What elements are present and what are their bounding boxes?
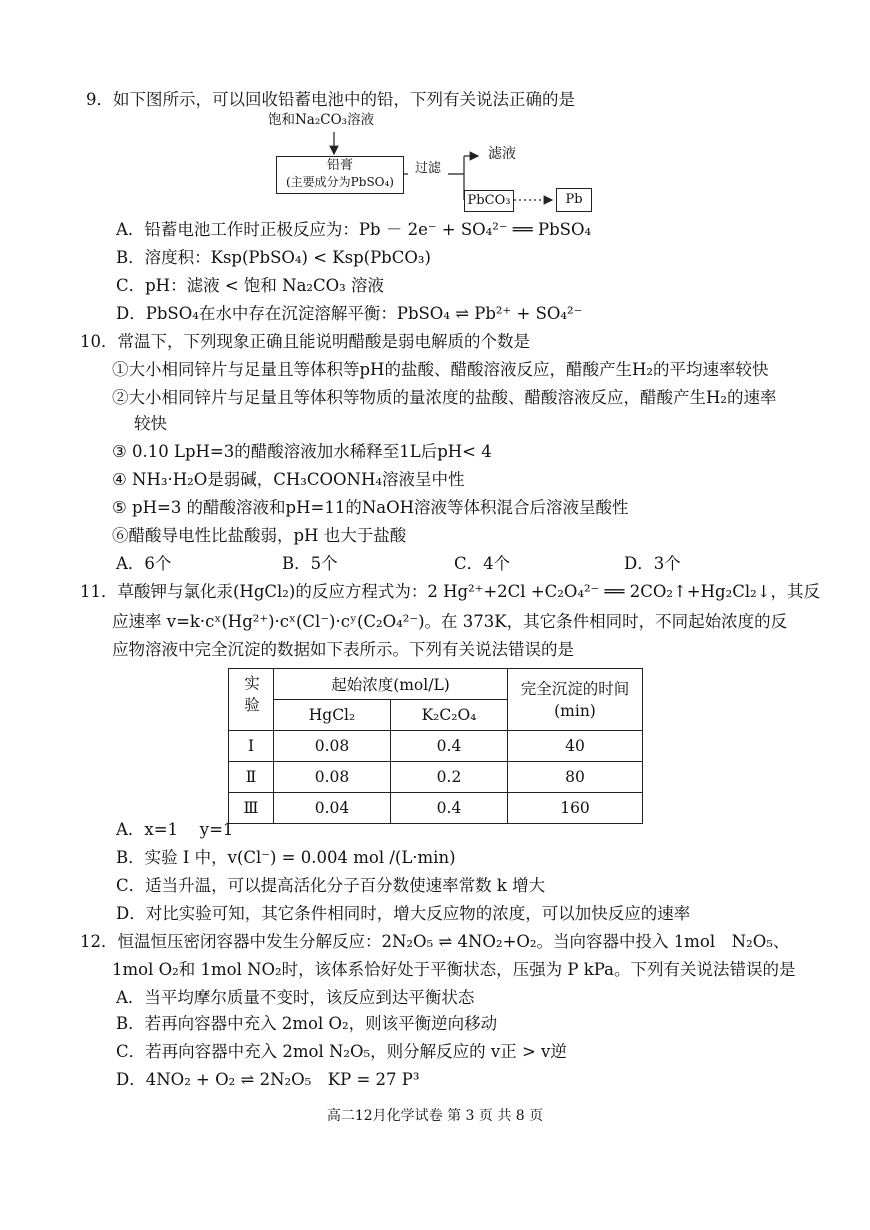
table-row <box>229 793 643 824</box>
q11-option-a: A．x=1 y=1 <box>116 820 234 839</box>
lead-paste-box <box>276 156 404 194</box>
q10-item-6: ⑥醋酸导电性比盐酸弱，pH 也大于盐酸 <box>112 526 407 545</box>
table-header-hgcl2: HgCl₂ <box>274 700 391 731</box>
table-cell: Ⅱ <box>229 762 274 793</box>
q11-option-c: C．适当升温，可以提高活化分子百分数使速率常数 k 增大 <box>116 876 546 895</box>
table-cell: 40 <box>508 731 643 762</box>
q11-option-b: B．实验 Ⅰ 中，v(Cl⁻) = 0.004 mol /(L·min) <box>116 848 456 867</box>
table-cell: 0.4 <box>391 731 508 762</box>
q10-choice-d: D．3个 <box>624 554 681 573</box>
q10-item-2: ②大小相同锌片与足量且等体积等物质的量浓度的盐酸、醋酸溶液反应，醋酸产生H₂的速率 <box>112 388 777 407</box>
q12-stem-line1: 12．恒温恒压密闭容器中发生分解反应：2N₂O₅ ⇌ 4NO₂+O₂。当向容器中投入 1mol N₂O₅、 <box>80 932 790 951</box>
time-header-line2: (min) <box>554 701 596 720</box>
table-header-experiment <box>229 669 274 731</box>
q11-stem-line2: 应速率 v=k·cˣ(Hg²⁺)·cˣ(Cl⁻)·cʸ(C₂O₄²⁻)。在 373K，其它条件相同时，不同起始浓度的反 <box>112 612 788 631</box>
q12-option-c: C．若再向容器中充入 2mol N₂O₅，则分解反应的 v正 > v逆 <box>116 1042 567 1061</box>
q12-option-a: A．当平均摩尔质量不变时，该反应到达平衡状态 <box>116 988 475 1007</box>
table-header-concentration: 起始浓度(mol/L) <box>274 669 508 700</box>
q10-choice-c: C．4个 <box>454 554 511 573</box>
q10-choice-a: A．6个 <box>116 554 172 573</box>
page-footer: 高二12月化学试卷 第 3 页 共 8 页 <box>326 1108 544 1124</box>
table-header-time <box>508 669 643 731</box>
table-row <box>229 731 643 762</box>
q10-item-2-cont: 较快 <box>134 414 167 433</box>
q9-option-c: C．pH：滤液 < 饱和 Na₂CO₃ 溶液 <box>116 276 385 295</box>
q10-item-4: ④ NH₃·H₂O是弱碱，CH₃COONH₄溶液呈中性 <box>112 470 465 489</box>
table-cell: 160 <box>508 793 643 824</box>
q12-stem-line2: 1mol O₂和 1mol NO₂时，该体系恰好处于平衡状态，压强为 P kPa。下列有关说法错误的是 <box>112 960 796 979</box>
q9-stem: 9．如下图所示，可以回收铅蓄电池中的铅，下列有关说法正确的是 <box>86 90 575 109</box>
lead-paste-composition: (主要成分为PbSO₄) <box>286 175 394 189</box>
q10-stem: 10．常温下，下列现象正确且能说明醋酸是弱电解质的个数是 <box>80 332 530 351</box>
pbco3-box: PbCO₃ <box>464 190 514 212</box>
q11-data-table <box>228 668 643 824</box>
lead-paste-title: 铅膏 <box>326 158 353 173</box>
reagent-label: 饱和Na₂CO₃溶液 <box>268 112 408 129</box>
q11-stem-line3: 应物溶液中完全沉淀的数据如下表所示。下列有关说法错误的是 <box>112 640 574 659</box>
q9-option-a: A．铅蓄电池工作时正极反应为：Pb － 2e⁻ + SO₄²⁻ ══ PbSO₄ <box>116 220 592 239</box>
q10-item-1: ①大小相同锌片与足量且等体积等pH的盐酸、醋酸溶液反应，醋酸产生H₂的平均速率较快 <box>112 360 769 379</box>
table-cell: Ⅲ <box>229 793 274 824</box>
experiment-header-text: 实验 <box>242 675 260 718</box>
table-cell: 0.4 <box>391 793 508 824</box>
q12-option-d: D．4NO₂ + O₂ ⇌ 2N₂O₅ KP = 27 P³ <box>116 1070 420 1089</box>
time-header-line1: 完全沉淀的时间 <box>520 679 630 698</box>
table-cell: 0.08 <box>274 762 391 793</box>
q10-item-5: ⑤ pH=3 的醋酸溶液和pH=11的NaOH溶液等体积混合后溶液呈酸性 <box>112 498 629 517</box>
table-cell: 0.2 <box>391 762 508 793</box>
table-header-k2c2o4: K₂C₂O₄ <box>391 700 508 731</box>
q9-flow-diagram <box>268 112 608 216</box>
filtrate-label: 滤液 <box>482 146 522 163</box>
pb-box: Pb <box>556 188 592 212</box>
q9-option-d: D．PbSO₄在水中存在沉淀溶解平衡：PbSO₄ ⇌ Pb²⁺ + SO₄²⁻ <box>116 304 583 323</box>
q10-item-3: ③ 0.10 LpH=3的醋酸溶液加水稀释至1L后pH< 4 <box>112 442 492 461</box>
table-cell: 0.08 <box>274 731 391 762</box>
q11-stem-line1: 11．草酸钾与氯化汞(HgCl₂)的反应方程式为：2 Hg²⁺+2Cl +C₂O₄²⁻ ══ 2CO₂↑+Hg₂Cl₂↓，其反 <box>80 582 821 601</box>
q11-option-d: D．对比实验可知，其它条件相同时，增大反应物的浓度，可以加快反应的速率 <box>116 904 691 923</box>
filtration-label: 过滤 <box>408 160 448 177</box>
table-cell: Ⅰ <box>229 731 274 762</box>
table-row <box>229 762 643 793</box>
q12-option-b: B．若再向容器中充入 2mol O₂，则该平衡逆向移动 <box>116 1014 498 1033</box>
table-cell: 80 <box>508 762 643 793</box>
q10-choice-b: B．5个 <box>282 554 338 573</box>
table-cell: 0.04 <box>274 793 391 824</box>
q9-option-b: B．溶度积：Ksp(PbSO₄) < Ksp(PbCO₃) <box>116 248 431 267</box>
